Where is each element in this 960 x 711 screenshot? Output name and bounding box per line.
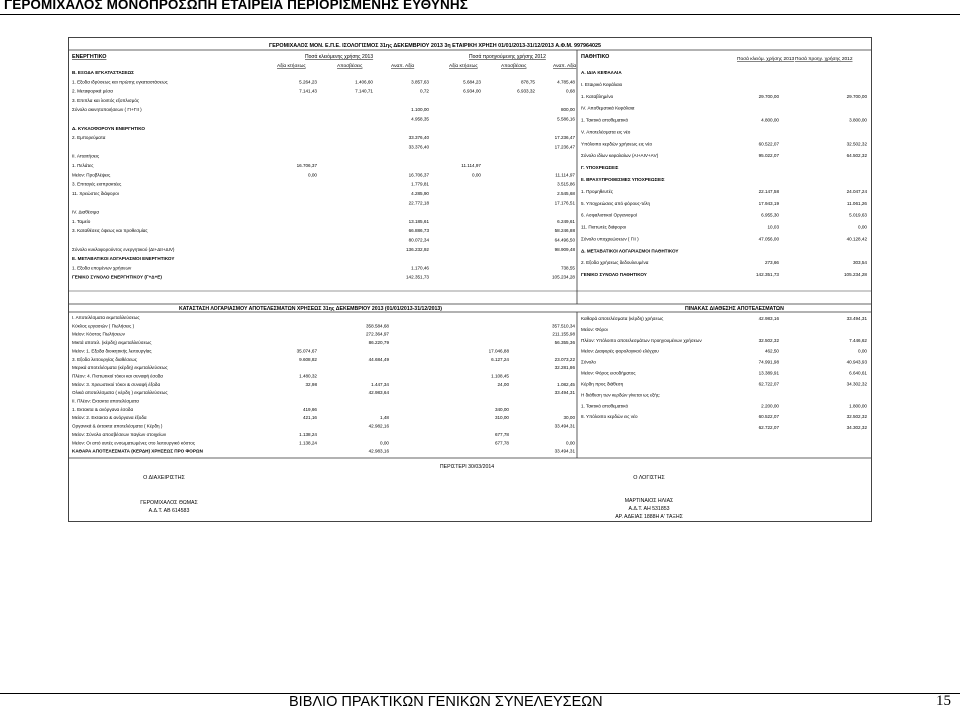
income-row-col-d: 33.494,31 — [554, 390, 575, 396]
income-statement-table — [72, 314, 575, 454]
income-row-label: Μείον: Κόστος Πωλήσεων — [72, 331, 125, 337]
liab-row-current: 4.800,00 — [761, 117, 779, 123]
asset-row-label: Μείον: Προβλέψεις — [72, 172, 111, 178]
liab-row-label: Σύνολο υποχρεώσεων ( ΓΙΙ ) — [581, 236, 639, 242]
asset-row-net: 16.706,37 — [408, 172, 429, 178]
dist-row-previous: 0,00 — [858, 348, 867, 354]
income-row-col-b: 42.983,64 — [368, 390, 389, 396]
col-current-heading: Ποσά κλειόμενης χρήσης 2013 — [305, 54, 374, 60]
liab-row-label: 1. Καταβλημένο — [581, 93, 614, 99]
liab-row-current: 29.700,00 — [758, 93, 779, 99]
dist-row-label: Μείον: Φόρος εισοδήματος — [581, 370, 636, 376]
dist-row-label: Σύνολο — [581, 359, 596, 365]
income-row-label: Ολικά αποτελέσματα ( κέρδη ) εκμεταλλεύσεως — [72, 390, 168, 396]
income-row-col-a: 1.138,24 — [299, 431, 317, 437]
dist-row-label: 1. Τακτικό αποθεματικό — [581, 403, 629, 409]
asset-row-cost: 16.706,37 — [296, 163, 317, 169]
asset-row-prev-net: 4.785,48 — [557, 79, 575, 85]
liab-col-current: Ποσά κλειόμ. χρήσης 2013 — [737, 57, 795, 62]
income-row-col-d: 30,00 — [563, 415, 575, 421]
asset-row-net: 136.232,92 — [406, 246, 429, 252]
income-row-col-d: 33.494,31 — [554, 423, 575, 429]
asset-row-prev-net: 17.236,47 — [554, 135, 575, 141]
liab-row-previous: 29.700,00 — [846, 93, 867, 99]
liab-row-label: Σύνολο ιδίων κεφαλαίων (ΑΙ+ΑΙV+ΑV) — [581, 153, 659, 159]
dist-row-current: 42.983,16 — [758, 316, 779, 321]
balance-sheet-image — [69, 38, 871, 521]
liab-row-label: Δ. ΜΕΤΑΒΑΤΙΚΟΙ ΛΟΓΑΡΙΑΣΜΟΙ ΠΑΘΗΤΙΚΟΥ — [581, 248, 679, 254]
income-row-label: Ι. Αποτελέσματα εκμεταλλεύσεως — [72, 315, 140, 320]
liab-row-previous: 11.061,26 — [846, 200, 867, 206]
asset-row-label: Σύνολο ακινητοποιήσεων ( ΓΙ+ΓΙΙ ) — [72, 107, 142, 113]
assets-table — [72, 70, 575, 280]
dist-row-previous: 7.446,62 — [849, 337, 867, 343]
date-line: ΠΕΡΙΣΤΕΡΙ 30/03/2014 — [439, 464, 495, 470]
asset-row-label: 1. Εξοδα ιδρύσεως και πρώτης εγκαταστάσεως — [72, 79, 168, 85]
liab-row-current: 10,03 — [767, 224, 779, 230]
asset-row-label: Σύνολο κυκλοφορούντος ενεργητικού (ΔΙ+ΔΙΙ+ΔΙV) — [72, 246, 175, 252]
liab-row-previous: 24.047,24 — [846, 188, 867, 194]
dist-row-current: 2.200,00 — [761, 403, 779, 409]
income-row-label: Οργανικά & έκτακτα αποτελέσματα ( Κέρδη ) — [72, 423, 163, 429]
liab-row-label: V. Αποτελέσματα εις νέο — [581, 129, 631, 135]
asset-row-label: Β. ΕΞΟΔΑ ΕΓΚΑΤΑΣΤΑΣΕΩΣ — [72, 70, 134, 75]
assets-heading: ΕΝΕΡΓΗΤΙΚΟ — [72, 54, 107, 60]
income-row-col-c: 677,78 — [494, 440, 509, 446]
signatory-right-id: Α.Δ.Τ. ΑΗ 531853 — [628, 506, 670, 512]
dist-row-label: 8. Υπόλοιπο κερδών εις νέο — [581, 414, 638, 420]
asset-row-label: 2. Εμπορεύματα — [72, 135, 106, 141]
asset-row-label: 3. Επιπλα και λοιπός εξοπλισμός — [72, 97, 140, 103]
income-row-col-b: 0,00 — [380, 440, 389, 446]
asset-row-prev-net: 11.114,97 — [555, 172, 575, 178]
asset-row-label: IV. Διαθέσιμα — [72, 209, 99, 215]
income-row-col-b: 44.684,49 — [368, 356, 389, 362]
asset-row-label: 3. Καταθέσεις όψεως και προθεσμίας — [72, 228, 148, 234]
asset-row-prev-net: 17.236,47 — [554, 144, 575, 150]
income-row-col-a: 1.480,32 — [299, 373, 317, 379]
asset-row-label: 1. Εξοδα επομένων χρήσεων — [72, 265, 132, 271]
balance-title: ΓΕΡΟΜΙΧΑΛΟΣ ΜΟΝ. Ε.Π.Ε. ΙΣΟΛΟΓΙΣΜΟΣ 31ης ΔΕΚΕΜΒΡΙΟΥ 2013 3η ΕΤΑΙΡΙΚΗ ΧΡΗΣΗ 01/01/2013-31/12/2013 Α.Φ.Μ. 997964025 — [269, 43, 601, 49]
dist-row-current: 32.502,32 — [758, 337, 779, 343]
income-row-label: Μικτά αποτελ. (κέρδη) εκμεταλλεύσεως — [72, 340, 152, 346]
dist-row-current: 74.991,98 — [758, 359, 779, 365]
liab-row-current: 60.522,07 — [758, 141, 779, 147]
asset-row-prev-net: 2.545,68 — [557, 190, 575, 196]
asset-row-prev-net: 17.176,51 — [554, 200, 575, 206]
liab-row-current: 17.943,19 — [758, 200, 779, 206]
dist-row-previous: 34.302,32 — [846, 425, 867, 431]
income-row-col-c: 6.127,24 — [491, 356, 509, 362]
asset-row-net: 0,72 — [420, 88, 429, 94]
asset-row-net: 22.772,18 — [408, 200, 429, 206]
asset-row-prev-dep: 6.933,32 — [517, 88, 535, 94]
dist-row-current: 462,50 — [764, 348, 779, 354]
asset-row-net: 80.072,34 — [408, 237, 429, 243]
asset-row-cost: 5.264,23 — [299, 79, 317, 85]
income-row-col-a: 419,66 — [302, 406, 317, 412]
dist-row-label: Μείον: Διαφορές φορολογικού ελέγχου — [581, 348, 659, 354]
asset-row-prev-net: 800,00 — [560, 107, 575, 113]
asset-row-prev-net: 98.909,48 — [554, 246, 575, 252]
asset-row-prev-net: 738,55 — [560, 265, 575, 271]
liab-col-previous: Ποσά προηγ. χρήσης 2012 — [795, 57, 853, 62]
liab-row-previous: 32.502,32 — [846, 141, 867, 147]
asset-row-prev-net: 3.515,86 — [557, 181, 575, 187]
liab-row-current: 22.147,58 — [758, 188, 779, 194]
dist-row-previous: 33.494,31 — [846, 316, 867, 321]
asset-row-label: 1. Πελάτες — [72, 163, 94, 169]
asset-row-prev-net: 0,68 — [566, 88, 575, 94]
liab-row-current: 273,66 — [764, 260, 779, 266]
income-row-label: 1. Εκτακτα & ανόργανα έσοδα — [72, 406, 134, 412]
liab-row-label: ΙΙ. ΒΡΑΧΥΠΡΟΘΕΣΜΕΣ ΥΠΟΧΡΕΩΣΕΙΣ — [581, 177, 665, 182]
income-row-col-b: 42.983,16 — [368, 448, 389, 454]
asset-row-net: 4.958,35 — [411, 116, 429, 122]
asset-row-net: 13.185,61 — [408, 218, 429, 224]
income-row-label: Μείον: Οι από αυτές ενσωματωμένες στο λειτουργικό κόστος — [72, 440, 196, 446]
asset-row-net: 1.779,81 — [411, 181, 429, 187]
liab-row-current: 142.351,73 — [756, 272, 779, 278]
income-row-col-a: 35.074,67 — [296, 348, 317, 354]
asset-row-dep: 1.406,60 — [355, 79, 373, 85]
asset-row-label: 11. Χρεώστες διάφοροι — [72, 190, 119, 196]
income-row-label: Μείον: Σύνολο αποσβέσεων παγίων στοιχείων — [72, 431, 167, 437]
income-row-col-b: 86.220,79 — [368, 340, 389, 346]
signatory-right-title: Ο ΛΟΓΙΣΤΗΣ — [633, 475, 665, 481]
income-row-col-b: 1,48 — [380, 415, 389, 421]
asset-row-prev-cost: 0,00 — [472, 172, 481, 178]
sub-net-prev: Αναπ. Αξία — [553, 64, 577, 69]
dist-row-label: Καθαρά αποτελέσματα (κέρδη) χρήσεως — [581, 316, 664, 321]
income-row-col-d: 23.073,22 — [554, 356, 575, 362]
distribution-title: ΠΙΝΑΚΑΣ ΔΙΑΘΕΣΗΣ ΑΠΟΤΕΛΕΣΜΑΤΩΝ — [685, 306, 784, 312]
liab-row-label: 11. Πιστωτές διάφοροι — [581, 224, 627, 230]
dist-row-current: 13.389,91 — [758, 370, 779, 376]
asset-row-label: 3. Επιταγές εισπρακτέες — [72, 181, 122, 187]
income-row-col-d: 1.082,45 — [557, 381, 575, 387]
liab-row-label: Γ. ΥΠΟΧΡΕΩΣΕΙΣ — [581, 165, 619, 171]
signatory-left-id: Α.Δ.Τ. ΑΒ 614583 — [148, 508, 190, 514]
liab-row-current: 47.056,00 — [758, 236, 779, 242]
asset-row-label: 1. Ταμείο — [72, 218, 91, 224]
liab-row-previous: 64.502,32 — [846, 153, 867, 159]
header-rule — [0, 14, 960, 15]
sheet-grid-lines — [69, 50, 871, 458]
signatory-left-name: ΓΕΡΟΜΙΧΑΛΟΣ ΘΩΜΑΣ — [140, 500, 198, 506]
income-row-col-b: 1.447,34 — [371, 381, 389, 387]
dist-row-current: 60.522,07 — [758, 414, 779, 420]
distribution-table — [581, 315, 867, 430]
liab-row-label: IV. Αποθεματικά Κεφάλαια — [581, 105, 635, 111]
signatory-right-license: ΑΡ. ΑΔΕΙΑΣ 1888Η Α' ΤΑΞΗΣ — [615, 514, 683, 520]
asset-row-net: 1.170,46 — [411, 265, 429, 271]
income-row-col-c: 1.108,45 — [491, 373, 509, 379]
income-row-col-d: 211.155,98 — [552, 331, 575, 337]
asset-row-label: ΓΕΝΙΚΟ ΣΥΝΟΛΟ ΕΝΕΡΓΗΤΙΚΟΥ (Γ+Δ+Ε) — [72, 274, 162, 280]
asset-row-net: 142.351,73 — [406, 274, 429, 280]
income-row-col-b: 272.364,97 — [366, 331, 389, 337]
asset-row-net: 33.376,40 — [408, 144, 429, 150]
liab-row-previous: 105.234,28 — [844, 272, 867, 278]
dist-row-label: Μείον: Φόροι — [581, 326, 608, 332]
liab-row-previous: 303,54 — [852, 260, 867, 266]
scanned-balance-sheet — [68, 37, 872, 522]
income-row-col-a: 1.138,24 — [299, 440, 317, 446]
liab-row-label: 6. Ασφαλιστικοί Οργανισμοί — [581, 212, 637, 218]
asset-row-prev-net: 58.246,88 — [554, 228, 575, 234]
asset-row-prev-dep: 878,75 — [520, 79, 535, 85]
asset-row-cost: 0,00 — [308, 172, 317, 178]
dist-row-previous: 40.943,93 — [846, 359, 867, 365]
income-row-col-c: 340,00 — [494, 406, 509, 412]
income-row-col-a: 421,16 — [302, 415, 317, 421]
dist-row-previous: 32.502,32 — [846, 414, 867, 420]
income-row-label: Πλέον: 4. Πιστωτικοί τόκοι και συναφή έσοδα — [72, 373, 163, 379]
liab-row-label: Α. ΙΔΙΑ ΚΕΦΑΛΑΙΑ — [581, 70, 622, 75]
dist-row-previous: 6.640,61 — [849, 370, 867, 376]
income-row-col-c: 24,00 — [497, 381, 509, 387]
dist-row-label: Η διάθεση των κερδών γίνεται ως εξής: — [581, 392, 661, 398]
liab-row-label: Υπόλοιπο κερδών χρήσεως εις νέο — [581, 141, 653, 147]
income-row-label: Μερικά αποτελέσματα (κέρδη) εκμεταλλεύσεως — [72, 365, 168, 371]
asset-row-prev-cost: 5.684,23 — [463, 79, 481, 85]
asset-row-prev-net: 64.496,50 — [554, 237, 575, 243]
income-row-col-d: 33.494,31 — [554, 448, 575, 454]
sub-cost: Αξία κτήσεως — [277, 64, 306, 69]
liab-row-previous: 0,00 — [858, 224, 867, 230]
income-row-col-b: 42.982,16 — [368, 423, 389, 429]
dist-row-label: Κέρδη προς διάθεση — [581, 381, 624, 387]
income-row-label: Μείον: 3. Χρεωστικοί τόκοι & συναφή έξοδα — [72, 381, 161, 387]
asset-row-prev-net: 105.234,28 — [552, 274, 575, 280]
sub-cost-prev: Αξία κτήσεως — [449, 64, 478, 69]
asset-row-cost: 7.141,43 — [299, 88, 317, 94]
liab-row-current: 6.955,30 — [761, 212, 779, 218]
signatory-right-name: ΜΑΡΤΙΝΑΙΟΣ ΗΛΙΑΣ — [624, 498, 674, 504]
asset-row-label: ΙΙ. Απαιτήσεις — [72, 153, 100, 159]
income-row-label: ΚΑΘΑΡΑ ΑΠΟΤΕΛΕΣΜΑΤΑ (ΚΕΡΔΗ) ΧΡΗΣΕΩΣ ΠΡΟ ΦΟΡΩΝ — [72, 448, 203, 454]
income-statement-title: ΚΑΤΑΣΤΑΣΗ ΛΟΓΑΡΙΑΣΜΟΥ ΑΠΟΤΕΛΕΣΜΑΤΩΝ ΧΡΗΣΕΩΣ 31ης ΔΕΚΕΜΒΡΙΟΥ 2013 (01/01/2013-31/12/2013) — [179, 306, 443, 312]
page-number: 15 — [936, 693, 951, 709]
page-header-title: ΓΕΡΟΜΙΧΑΛΟΣ ΜΟΝΟΠΡΟΣΩΠΗ ΕΤΑΙΡΕΙΑ ΠΕΡΙΟΡΙΣΜΕΝΗΣ ΕΥΘΥΝΗΣ — [4, 0, 468, 12]
income-row-label: Μείον: 1. Εξοδα διοικητικής λειτουργίας — [72, 348, 152, 354]
asset-row-label: 2. Μεταφορικά μέσα — [72, 88, 113, 94]
income-row-col-c: 310,00 — [494, 415, 509, 421]
asset-row-label: Δ. ΚΥΚΛΟΦΟΡΟΥΝ ΕΝΕΡΓΗΤΙΚΟ — [72, 125, 145, 131]
asset-row-net: 33.376,40 — [408, 135, 429, 141]
income-row-col-a: 9.608,82 — [299, 356, 317, 362]
asset-row-net: 66.886,73 — [408, 228, 429, 234]
asset-row-prev-net: 5.586,16 — [557, 116, 575, 122]
liab-row-previous: 5.019,63 — [849, 212, 867, 218]
dist-row-label: Πλέον: Υπόλοιπο αποτελεσμάτων προηγουμένων χρήσεων — [581, 337, 702, 343]
liab-row-label: ΓΕΝΙΚΟ ΣΥΝΟΛΟ ΠΑΘΗΤΙΚΟΥ — [581, 272, 647, 278]
income-row-col-d: 0,00 — [566, 440, 575, 446]
sub-dep: Αποσβέσεις — [337, 64, 363, 69]
income-row-label: Κύκλος εργασιών ( Πωλήσεις ) — [72, 323, 135, 329]
asset-row-prev-cost: 11.114,97 — [461, 163, 481, 169]
liab-row-current: 95.022,07 — [758, 153, 779, 159]
income-row-label: 3. Εξοδα λειτουργίας διαθέσεως — [72, 356, 137, 362]
sub-net: Αναπ. Αξία — [391, 64, 415, 69]
liab-row-previous: 3.800,00 — [849, 117, 867, 123]
col-previous-heading: Ποσά προηγούμενης χρήσης 2012 — [469, 54, 546, 60]
dist-row-current: 62.722,07 — [758, 425, 779, 431]
asset-row-prev-cost: 6.934,00 — [463, 88, 481, 94]
asset-row-prev-net: 6.249,61 — [557, 218, 575, 224]
liab-row-previous: 40.128,42 — [846, 236, 867, 242]
sub-dep-prev: Αποσβέσεις — [501, 64, 527, 69]
signatory-left-title: Ο ΔΙΑΧΕΙΡΙΣΤΗΣ — [143, 475, 185, 481]
liab-row-label: 1. Τακτικό αποθεματικό — [581, 117, 629, 123]
dist-row-current: 62.722,07 — [758, 381, 779, 387]
asset-row-dep: 7.140,71 — [355, 88, 373, 94]
income-row-col-d: 357.510,34 — [552, 323, 575, 329]
liab-row-label: 2. Εξοδα χρήσεως δεδουλευμένα — [581, 260, 649, 266]
income-row-label: ΙΙ. Πλέον: Εκτακτα αποτελέσματα — [72, 398, 139, 404]
income-row-col-b: 358.584,68 — [366, 323, 389, 329]
income-row-col-d: 56.355,36 — [554, 340, 575, 346]
liabilities-table — [581, 70, 867, 277]
dist-row-previous: 1.800,00 — [849, 403, 867, 409]
asset-row-net: 3.857,63 — [411, 79, 429, 85]
dist-row-previous: 34.302,32 — [846, 381, 867, 387]
liab-row-label: Ι. Εταιρικό Κεφάλαιο — [581, 81, 623, 87]
asset-row-net: 4.285,90 — [411, 190, 429, 196]
asset-row-label: Ε. ΜΕΤΑΒΑΤΙΚΟΙ ΛΟΓΑΡΙΑΣΜΟΙ ΕΝΕΡΓΗΤΙΚΟΥ — [72, 256, 175, 262]
liab-row-label: 5. Υποχρεώσεις από φόρους-τέλη — [581, 200, 651, 206]
income-row-col-a: 32,98 — [305, 381, 317, 387]
liab-row-label: 1. Προμηθευτές — [581, 188, 613, 194]
income-row-label: Μείον: 2. Εκτακτα & ανόργανα έξοδα — [72, 415, 147, 421]
income-row-col-c: 677,78 — [494, 431, 509, 437]
asset-row-net: 1.100,00 — [411, 107, 429, 113]
liabilities-heading: ΠΑΘΗΤΙΚΟ — [581, 54, 610, 60]
footer-book-title: ΒΙΒΛΙΟ ΠΡΑΚΤΙΚΩΝ ΓΕΝΙΚΩΝ ΣΥΝΕΛΕΥΣΕΩΝ — [289, 694, 603, 710]
income-row-col-d: 32.281,86 — [554, 365, 575, 371]
income-row-col-c: 17.046,88 — [488, 348, 509, 354]
